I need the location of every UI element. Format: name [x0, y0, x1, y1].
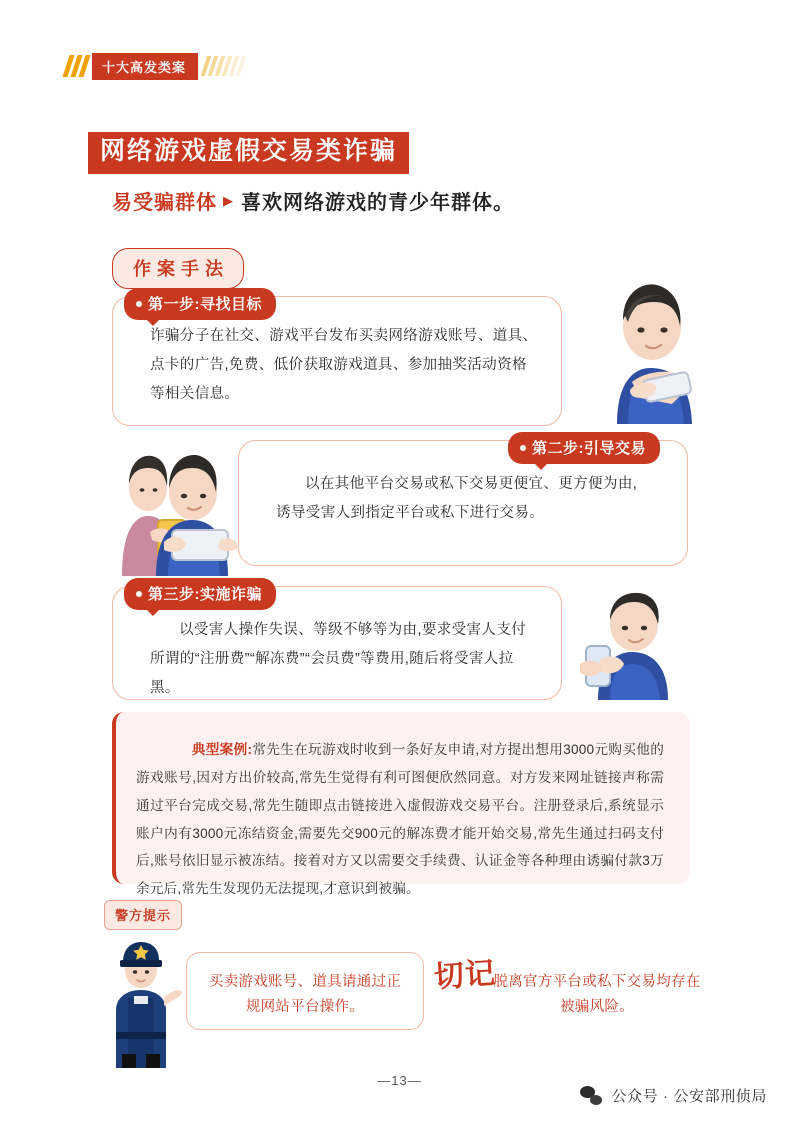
bullet-dot-icon	[136, 591, 142, 597]
illustration-police-officer	[98, 936, 184, 1068]
police-tip-badge: 警方提示	[104, 900, 182, 930]
case-study-body: 常先生在玩游戏时收到一条好友申请,对方提出想用3000元购买他的游戏账号,因对方出价较高,常先生觉得有利可图便欣然同意。对方发来网址链接声称需通过平台完成交易,常先生随即点击链接进入虚假游戏交易平台。注册登录后,系统显示账户内有3000元冻结资金,需要先交900元的解冻费才能开始交易,常先生通过扫码支付后,账号依旧显示被冻结。接着对方又以需要交手续费、认证金等各种理由诱骗付款3万余元后,常先生发现仍无法提现,才意识到被骗。	[136, 742, 664, 897]
step-tag-3	[124, 578, 276, 610]
step-tag-1-label: 第一步:寻找目标	[148, 296, 262, 313]
arrow-right-icon: ▶	[223, 192, 233, 208]
page-number: —13—	[377, 1073, 422, 1088]
police-tip-right-text: 脱离官方平台或私下交易均存在被骗风险。	[493, 974, 701, 1016]
footer-account	[580, 1085, 767, 1106]
illustration-two-people-tablet	[98, 420, 258, 576]
victim-label: 易受骗群体	[112, 192, 217, 214]
step-body-1: 诈骗分子在社交、游戏平台发布买卖网络游戏账号、道具、点卡的广告,免费、低价获取游戏道具、参加抽奖活动资格等相关信息。	[150, 328, 538, 402]
police-tip-left-text: 买卖游戏账号、道具请通过正规网站平台操作。	[208, 974, 402, 1016]
illustration-teen-with-phone	[572, 264, 722, 424]
ribbon-fade-bars-icon	[204, 56, 243, 76]
step-tag-3-label: 第三步:实施诈骗	[148, 586, 262, 603]
ribbon-gold-bars-icon	[66, 55, 87, 77]
footer-account-label: 公众号 · 公安部刑侦局	[611, 1088, 767, 1105]
case-study-label: 典型案例:	[191, 742, 253, 757]
page-title: 网络游戏虚假交易类诈骗	[88, 132, 409, 174]
step-tag-2-label: 第二步:引导交易	[532, 440, 646, 457]
victim-description: 喜欢网络游戏的青少年群体。	[241, 192, 514, 214]
method-section-badge: 作案手法	[112, 248, 244, 289]
ribbon-label: 十大高发类案	[92, 53, 198, 80]
victim-group	[112, 186, 514, 215]
step-tag-2	[508, 432, 660, 464]
case-study-text	[136, 736, 664, 903]
step-body-2: 以在其他平台交易或私下交易更便宜、更方便为由,诱导受害人到指定平台或私下进行交易。	[276, 476, 638, 521]
bullet-dot-icon	[520, 445, 526, 451]
top-ribbon	[66, 54, 243, 78]
illustration-man-with-phone	[556, 588, 704, 700]
step-body-3: 以受害人操作失误、等级不够等为由,要求受害人支付所谓的“注册费”“解冻费”“会员费”等费用,随后将受害人拉黑。	[150, 622, 527, 696]
bullet-dot-icon	[136, 301, 142, 307]
step-tag-1	[124, 288, 276, 320]
wechat-icon	[580, 1086, 602, 1105]
police-tip-stamp: 切记	[432, 956, 498, 995]
